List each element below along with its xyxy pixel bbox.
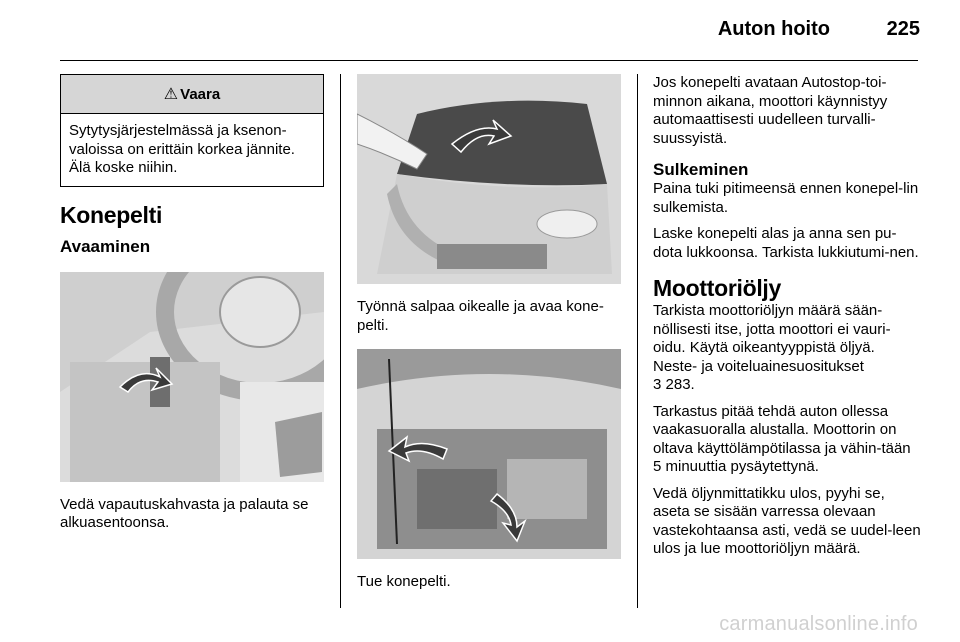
column-3 xyxy=(653,74,921,559)
page-number: 225 xyxy=(886,18,920,40)
oil-reference xyxy=(653,376,921,395)
caption-push-latch: Työnnä salpaa oikealle ja avaa kone-pelti. xyxy=(357,298,604,334)
watermark: carmanualsonline.info xyxy=(719,613,918,635)
figure-hood-latch xyxy=(357,74,621,284)
running-header-title: Auton hoito xyxy=(717,18,830,40)
oil-paragraph-1: Tarkista moottoriöljyn määrä sään-nöllisesti itse, jotta moottori ei vauri-oidu. Käytä oikeantyyppistä öljyä. Neste- ja voiteluainesuositukset xyxy=(653,302,891,375)
column-divider-2 xyxy=(637,74,638,608)
section-title-moottorioljy: Moottoriöljy xyxy=(653,275,781,301)
column-1 xyxy=(60,74,324,533)
figure-hood-support xyxy=(357,349,621,559)
section-title-konepelti: Konepelti xyxy=(60,201,163,228)
caption-release-lever: Vedä vapautuskahvasta ja palauta se alkuasentoonsa. xyxy=(60,495,309,531)
autostop-note: Jos konepelti avataan Autostop-toi-minnon aikana, moottori käynnistyy automaattisesti uudelleen turvalli-suussyistä. xyxy=(653,74,888,147)
hood-support-illustration xyxy=(357,349,621,559)
hood-latch-illustration xyxy=(357,74,621,284)
warning-triangle-icon: ⚠ xyxy=(163,86,179,103)
caption-support-hood: Tue konepelti. xyxy=(357,573,451,590)
figure-release-lever xyxy=(60,272,324,482)
warning-text: Sytytysjärjestelmässä ja ksenon-valoissa on erittäin korkea jännite. Älä koske niihin. xyxy=(69,122,295,176)
release-lever-illustration xyxy=(60,272,324,482)
warning-header xyxy=(61,75,323,114)
reference-page: 283. xyxy=(665,376,695,393)
warning-title: Vaara xyxy=(180,85,221,103)
column-divider-1 xyxy=(340,74,341,608)
close-paragraph-2: Laske konepelti alas ja anna sen pu-dota lukkoonsa. Tarkista lukkiutumi-nen. xyxy=(653,225,919,261)
reference-arrow-icon: 3 xyxy=(653,376,662,393)
oil-paragraph-3: Vedä öljynmittatikku ulos, pyyhi se, aseta se sisään varressa olevaan vastekohtaansa asti, vedä se uudel-leen ulos ja lue moottoriöljyn määrä. xyxy=(653,484,921,557)
oil-paragraph-2: Tarkastus pitää tehdä auton ollessa vaakasuoralla alustalla. Moottorin on oltava käyttölämpötilassa ja vähin-tään 5 minuuttia pysäytettynä. xyxy=(653,402,911,475)
subtitle-sulkeminen: Sulkeminen xyxy=(653,160,749,179)
close-paragraph-1: Paina tuki pitimeensä ennen konepel-lin sulkemista. xyxy=(653,180,919,216)
header-rule xyxy=(60,60,918,61)
subtitle-avaaminen: Avaaminen xyxy=(60,236,151,256)
warning-box xyxy=(60,74,324,187)
column-2 xyxy=(357,74,621,592)
